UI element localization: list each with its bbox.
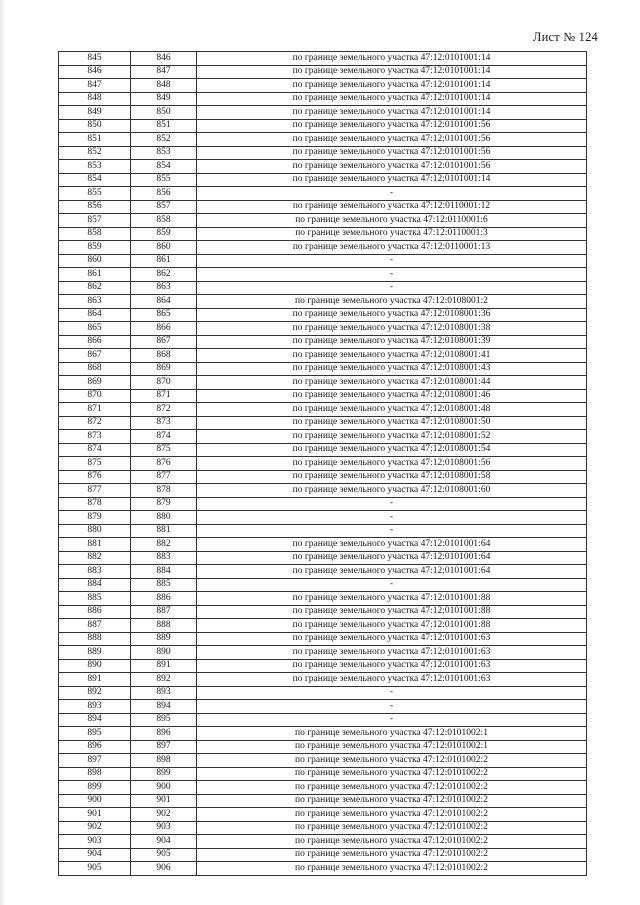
to-point-cell: 887: [131, 605, 197, 619]
from-point-cell: 896: [59, 740, 131, 754]
boundary-description-cell: -: [197, 578, 587, 592]
from-point-cell: 883: [59, 565, 131, 579]
table-row: [59, 497, 587, 511]
boundary-description-cell: по границе земельного участка 47:12:0101002:2: [197, 821, 587, 835]
boundary-description-cell: по границе земельного участка 47:12:0101001:14: [197, 92, 587, 106]
to-point-cell: 869: [131, 362, 197, 376]
from-point-cell: 856: [59, 200, 131, 214]
boundary-description-cell: по границе земельного участка 47:12:0101002:1: [197, 740, 587, 754]
to-point-cell: 875: [131, 443, 197, 457]
to-point-cell: 882: [131, 538, 197, 552]
table-row: [59, 146, 587, 160]
table-row: [59, 659, 587, 673]
table-row: [59, 592, 587, 606]
table-row: [59, 227, 587, 241]
from-point-cell: 902: [59, 821, 131, 835]
boundary-description-cell: по границе земельного участка 47:12:0110001:3: [197, 227, 587, 241]
from-point-cell: 864: [59, 308, 131, 322]
table-row: [59, 740, 587, 754]
to-point-cell: 863: [131, 281, 197, 295]
boundary-description-cell: по границе земельного участка 47:12:0101002:2: [197, 835, 587, 849]
to-point-cell: 874: [131, 430, 197, 444]
boundary-description-cell: -: [197, 713, 587, 727]
to-point-cell: 892: [131, 673, 197, 687]
boundary-description-cell: по границе земельного участка 47:12:0101001:63: [197, 659, 587, 673]
to-point-cell: 866: [131, 322, 197, 336]
sheet-number: Лист № 124: [532, 30, 598, 44]
boundary-description-cell: -: [197, 281, 587, 295]
table-row: [59, 727, 587, 741]
to-point-cell: 859: [131, 227, 197, 241]
to-point-cell: 884: [131, 565, 197, 579]
to-point-cell: 867: [131, 335, 197, 349]
table-body: [59, 52, 587, 876]
boundary-description-cell: -: [197, 268, 587, 282]
boundary-description-cell: по границе земельного участка 47:12:0101001:56: [197, 119, 587, 133]
from-point-cell: 870: [59, 389, 131, 403]
from-point-cell: 860: [59, 254, 131, 268]
table-row: [59, 835, 587, 849]
from-point-cell: 867: [59, 349, 131, 363]
from-point-cell: 895: [59, 727, 131, 741]
from-point-cell: 885: [59, 592, 131, 606]
to-point-cell: 894: [131, 700, 197, 714]
to-point-cell: 880: [131, 511, 197, 525]
table-row: [59, 214, 587, 228]
to-point-cell: 876: [131, 457, 197, 471]
table-row: [59, 524, 587, 538]
to-point-cell: 893: [131, 686, 197, 700]
from-point-cell: 858: [59, 227, 131, 241]
scan-edge-shadow: [0, 0, 6, 905]
from-point-cell: 854: [59, 173, 131, 187]
from-point-cell: 849: [59, 106, 131, 120]
table-row: [59, 430, 587, 444]
table-row: [59, 79, 587, 93]
table-row: [59, 484, 587, 498]
table-row: [59, 538, 587, 552]
boundary-description-cell: по границе земельного участка 47:12:0101002:2: [197, 794, 587, 808]
table-row: [59, 200, 587, 214]
from-point-cell: 850: [59, 119, 131, 133]
boundary-description-cell: по границе земельного участка 47:12:0101001:14: [197, 106, 587, 120]
table-row: [59, 308, 587, 322]
boundary-description-cell: по границе земельного участка 47:12:0101001:63: [197, 646, 587, 660]
to-point-cell: 899: [131, 767, 197, 781]
to-point-cell: 901: [131, 794, 197, 808]
to-point-cell: 872: [131, 403, 197, 417]
table-row: [59, 403, 587, 417]
table-row: [59, 551, 587, 565]
from-point-cell: 886: [59, 605, 131, 619]
from-point-cell: 879: [59, 511, 131, 525]
to-point-cell: 881: [131, 524, 197, 538]
boundary-description-cell: -: [197, 511, 587, 525]
to-point-cell: 885: [131, 578, 197, 592]
to-point-cell: 906: [131, 862, 197, 876]
to-point-cell: 889: [131, 632, 197, 646]
to-point-cell: 870: [131, 376, 197, 390]
to-point-cell: 904: [131, 835, 197, 849]
boundary-description-cell: по границе земельного участка 47:12:0101001:14: [197, 52, 587, 66]
from-point-cell: 869: [59, 376, 131, 390]
table-row: [59, 781, 587, 795]
from-point-cell: 847: [59, 79, 131, 93]
to-point-cell: 898: [131, 754, 197, 768]
from-point-cell: 904: [59, 848, 131, 862]
boundary-description-cell: -: [197, 686, 587, 700]
from-point-cell: 887: [59, 619, 131, 633]
boundary-description-cell: по границе земельного участка 47:12:0108001:39: [197, 335, 587, 349]
from-point-cell: 866: [59, 335, 131, 349]
table-row: [59, 268, 587, 282]
table-row: [59, 335, 587, 349]
from-point-cell: 900: [59, 794, 131, 808]
table-row: [59, 767, 587, 781]
from-point-cell: 853: [59, 160, 131, 174]
from-point-cell: 903: [59, 835, 131, 849]
boundary-description-cell: по границе земельного участка 47:12:0101002:2: [197, 808, 587, 822]
to-point-cell: 903: [131, 821, 197, 835]
from-point-cell: 898: [59, 767, 131, 781]
boundary-description-cell: -: [197, 700, 587, 714]
boundary-description-cell: по границе земельного участка 47:12:0108001:54: [197, 443, 587, 457]
boundary-description-cell: по границе земельного участка 47:12:0108001:60: [197, 484, 587, 498]
boundary-description-cell: по границе земельного участка 47:12:0101001:63: [197, 673, 587, 687]
boundary-description-cell: по границе земельного участка 47:12:0101002:2: [197, 848, 587, 862]
boundary-description-cell: по границе земельного участка 47:12:0101001:56: [197, 146, 587, 160]
to-point-cell: 895: [131, 713, 197, 727]
boundary-description-cell: по границе земельного участка 47:12:0101001:88: [197, 592, 587, 606]
from-point-cell: 877: [59, 484, 131, 498]
boundary-description-cell: по границе земельного участка 47:12:0101002:1: [197, 727, 587, 741]
table-row: [59, 848, 587, 862]
to-point-cell: 888: [131, 619, 197, 633]
to-point-cell: 847: [131, 65, 197, 79]
table-row: [59, 821, 587, 835]
table-row: [59, 106, 587, 120]
table-row: [59, 443, 587, 457]
from-point-cell: 884: [59, 578, 131, 592]
from-point-cell: 851: [59, 133, 131, 147]
table-row: [59, 119, 587, 133]
from-point-cell: 905: [59, 862, 131, 876]
boundary-description-cell: по границе земельного участка 47:12:0108001:58: [197, 470, 587, 484]
boundary-description-cell: по границе земельного участка 47:12:0108001:41: [197, 349, 587, 363]
boundary-description-cell: по границе земельного участка 47:12:0101001:56: [197, 133, 587, 147]
from-point-cell: 861: [59, 268, 131, 282]
boundary-description-cell: по границе земельного участка 47:12:0101002:2: [197, 781, 587, 795]
from-point-cell: 862: [59, 281, 131, 295]
from-point-cell: 852: [59, 146, 131, 160]
boundary-description-cell: по границе земельного участка 47:12:0101001:64: [197, 565, 587, 579]
boundary-description-cell: по границе земельного участка 47:12:0108001:2: [197, 295, 587, 309]
from-point-cell: 865: [59, 322, 131, 336]
to-point-cell: 890: [131, 646, 197, 660]
from-point-cell: 882: [59, 551, 131, 565]
boundary-description-cell: по границе земельного участка 47:12:0108001:44: [197, 376, 587, 390]
to-point-cell: 860: [131, 241, 197, 255]
boundary-description-cell: по границе земельного участка 47:12:0101001:63: [197, 632, 587, 646]
from-point-cell: 846: [59, 65, 131, 79]
boundary-description-cell: по границе земельного участка 47:12:0101002:2: [197, 862, 587, 876]
to-point-cell: 868: [131, 349, 197, 363]
from-point-cell: 881: [59, 538, 131, 552]
from-point-cell: 880: [59, 524, 131, 538]
table-row: [59, 673, 587, 687]
from-point-cell: 899: [59, 781, 131, 795]
from-point-cell: 897: [59, 754, 131, 768]
boundary-description-cell: -: [197, 524, 587, 538]
boundary-description-cell: -: [197, 254, 587, 268]
boundary-points-table: [58, 51, 587, 876]
to-point-cell: 861: [131, 254, 197, 268]
to-point-cell: 856: [131, 187, 197, 201]
boundary-description-cell: по границе земельного участка 47:12:0108001:50: [197, 416, 587, 430]
table-row: [59, 254, 587, 268]
boundary-description-cell: по границе земельного участка 47:12:0101001:64: [197, 551, 587, 565]
table-row: [59, 632, 587, 646]
boundary-description-cell: по границе земельного участка 47:12:0108001:48: [197, 403, 587, 417]
to-point-cell: 865: [131, 308, 197, 322]
boundary-description-cell: по границе земельного участка 47:12:0101001:64: [197, 538, 587, 552]
boundary-description-cell: по границе земельного участка 47:12:0110001:13: [197, 241, 587, 255]
table-row: [59, 700, 587, 714]
boundary-description-cell: -: [197, 497, 587, 511]
table-row: [59, 133, 587, 147]
to-point-cell: 846: [131, 52, 197, 66]
boundary-description-cell: -: [197, 187, 587, 201]
to-point-cell: 857: [131, 200, 197, 214]
to-point-cell: 878: [131, 484, 197, 498]
table-row: [59, 187, 587, 201]
to-point-cell: 897: [131, 740, 197, 754]
from-point-cell: 855: [59, 187, 131, 201]
to-point-cell: 853: [131, 146, 197, 160]
boundary-description-cell: по границе земельного участка 47:12:0101001:56: [197, 160, 587, 174]
boundary-description-cell: по границе земельного участка 47:12:0108001:56: [197, 457, 587, 471]
table-row: [59, 416, 587, 430]
to-point-cell: 862: [131, 268, 197, 282]
table-row: [59, 241, 587, 255]
table-row: [59, 619, 587, 633]
to-point-cell: 849: [131, 92, 197, 106]
boundary-description-cell: по границе земельного участка 47:12:0101001:14: [197, 173, 587, 187]
from-point-cell: 874: [59, 443, 131, 457]
boundary-description-cell: по границе земельного участка 47:12:0108001:46: [197, 389, 587, 403]
boundary-description-cell: по границе земельного участка 47:12:0110001:12: [197, 200, 587, 214]
from-point-cell: 893: [59, 700, 131, 714]
boundary-description-cell: по границе земельного участка 47:12:0101001:88: [197, 619, 587, 633]
table-row: [59, 362, 587, 376]
table-row: [59, 686, 587, 700]
from-point-cell: 871: [59, 403, 131, 417]
boundary-description-cell: по границе земельного участка 47:12:0108001:43: [197, 362, 587, 376]
boundary-description-cell: по границе земельного участка 47:12:0108001:38: [197, 322, 587, 336]
table-row: [59, 605, 587, 619]
from-point-cell: 845: [59, 52, 131, 66]
to-point-cell: 900: [131, 781, 197, 795]
table-row: [59, 754, 587, 768]
boundary-description-cell: по границе земельного участка 47:12:0101001:14: [197, 65, 587, 79]
table-row: [59, 808, 587, 822]
to-point-cell: 877: [131, 470, 197, 484]
from-point-cell: 901: [59, 808, 131, 822]
from-point-cell: 868: [59, 362, 131, 376]
from-point-cell: 889: [59, 646, 131, 660]
from-point-cell: 863: [59, 295, 131, 309]
table-row: [59, 389, 587, 403]
table-row: [59, 160, 587, 174]
table-row: [59, 349, 587, 363]
table-row: [59, 52, 587, 66]
table-row: [59, 565, 587, 579]
to-point-cell: 879: [131, 497, 197, 511]
boundary-description-cell: по границе земельного участка 47:12:0108001:52: [197, 430, 587, 444]
table-row: [59, 470, 587, 484]
to-point-cell: 851: [131, 119, 197, 133]
from-point-cell: 872: [59, 416, 131, 430]
table-row: [59, 578, 587, 592]
from-point-cell: 888: [59, 632, 131, 646]
boundary-description-cell: по границе земельного участка 47:12:0101002:2: [197, 767, 587, 781]
to-point-cell: 871: [131, 389, 197, 403]
to-point-cell: 864: [131, 295, 197, 309]
to-point-cell: 883: [131, 551, 197, 565]
to-point-cell: 905: [131, 848, 197, 862]
boundary-description-cell: по границе земельного участка 47:12:0108001:36: [197, 308, 587, 322]
to-point-cell: 854: [131, 160, 197, 174]
to-point-cell: 855: [131, 173, 197, 187]
table-row: [59, 65, 587, 79]
to-point-cell: 850: [131, 106, 197, 120]
from-point-cell: 848: [59, 92, 131, 106]
to-point-cell: 902: [131, 808, 197, 822]
to-point-cell: 896: [131, 727, 197, 741]
to-point-cell: 858: [131, 214, 197, 228]
to-point-cell: 848: [131, 79, 197, 93]
table-row: [59, 173, 587, 187]
from-point-cell: 857: [59, 214, 131, 228]
table-row: [59, 281, 587, 295]
table-row: [59, 646, 587, 660]
table-row: [59, 457, 587, 471]
from-point-cell: 859: [59, 241, 131, 255]
from-point-cell: 894: [59, 713, 131, 727]
table-row: [59, 92, 587, 106]
from-point-cell: 878: [59, 497, 131, 511]
table-row: [59, 862, 587, 876]
boundary-description-cell: по границе земельного участка 47:12:0101001:14: [197, 79, 587, 93]
table-row: [59, 511, 587, 525]
from-point-cell: 876: [59, 470, 131, 484]
from-point-cell: 890: [59, 659, 131, 673]
to-point-cell: 873: [131, 416, 197, 430]
table-row: [59, 295, 587, 309]
from-point-cell: 873: [59, 430, 131, 444]
boundary-description-cell: по границе земельного участка 47:12:0101002:2: [197, 754, 587, 768]
table-row: [59, 794, 587, 808]
to-point-cell: 891: [131, 659, 197, 673]
from-point-cell: 875: [59, 457, 131, 471]
from-point-cell: 891: [59, 673, 131, 687]
to-point-cell: 886: [131, 592, 197, 606]
table-row: [59, 713, 587, 727]
to-point-cell: 852: [131, 133, 197, 147]
boundary-description-cell: по границе земельного участка 47:12:0101001:88: [197, 605, 587, 619]
table-row: [59, 376, 587, 390]
table-row: [59, 322, 587, 336]
boundary-description-cell: по границе земельного участка 47:12:0110001:6: [197, 214, 587, 228]
from-point-cell: 892: [59, 686, 131, 700]
